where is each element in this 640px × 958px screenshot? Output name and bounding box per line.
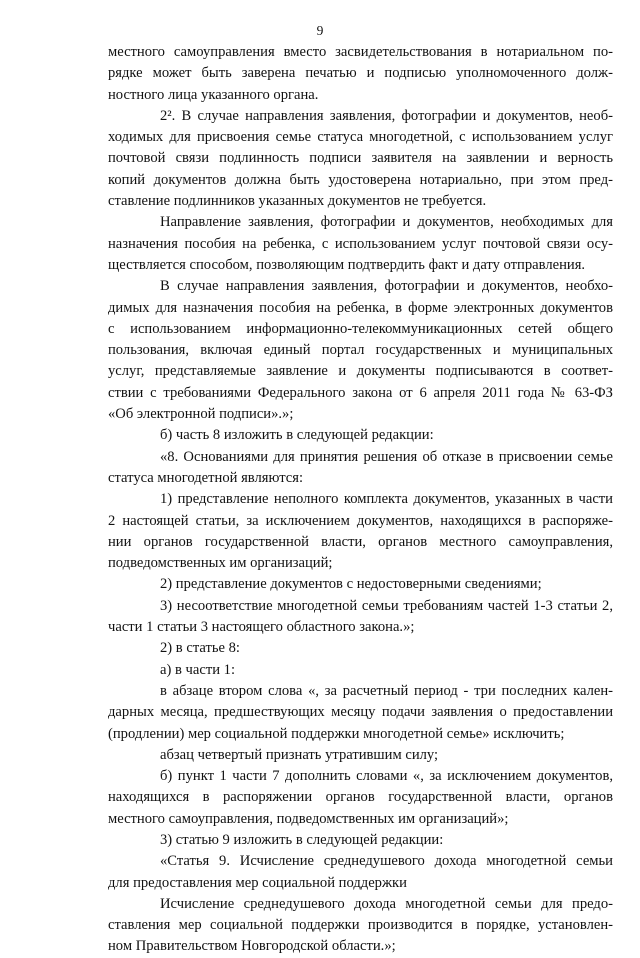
text-line: дарных месяца, предшествующих месяцу подачи заявления о предоставлении: [108, 704, 613, 721]
text-line: «Об электронной подписи».»;: [108, 406, 294, 423]
text-line: б) пункт 1 части 7 дополнить словами «, за исключением документов,: [160, 768, 613, 785]
text-line: местного самоуправления вместо засвидетельствования в нотариальном по-: [108, 44, 613, 60]
text-line: а) в части 1:: [160, 661, 236, 678]
text-line: почтовой связи подлинность подписи заявителя на заявлении и верность: [108, 150, 613, 167]
text-line: димых для назначения пособия на ребенка, в форме электронных документов: [108, 299, 613, 316]
text-line: ставление подлинников указанных документов не требуется.: [108, 193, 487, 210]
text-line: копий документов должна быть удостоверена нотариально, при этом пред-: [108, 171, 613, 188]
text-line: 3) несоответствие многодетной семьи требованиям частей 1-3 статьи 2,: [160, 597, 613, 614]
text-line: Направление заявления, фотографии и документов, необходимых для: [160, 214, 613, 231]
text-line: 3) статью 9 изложить в следующей редакции:: [160, 831, 444, 848]
text-line: 2) представление документов с недостоверными сведениями;: [160, 576, 542, 593]
text-line: рядке может быть заверена печатью и подписью уполномоченного долж-: [108, 65, 613, 82]
text-line: статуса многодетной являются:: [108, 469, 303, 486]
text-line: б) часть 8 изложить в следующей редакции:: [160, 427, 434, 444]
text-line: назначения пособия на ребенка, с использованием услуг почтовой связи осу-: [108, 235, 613, 252]
text-line: «8. Основаниями для принятия решения об отказе в присвоении семье: [160, 448, 613, 465]
text-line: находящихся в распоряжении органов государственной власти, органов: [108, 789, 613, 806]
text-line: абзац четвертый признать утратившим силу;: [160, 746, 439, 763]
text-line: ностного лица указанного органа.: [108, 86, 319, 103]
text-line: для предоставления мер социальной поддержки: [108, 874, 407, 891]
text-line: в абзаце втором слова «, за расчетный период - три последних кален-: [160, 682, 613, 699]
text-line: части 1 статьи 3 настоящего областного закона.»;: [108, 619, 415, 636]
text-line: (продлении) мер социальной поддержки многодетной семье» исключить;: [108, 725, 565, 742]
text-line: ставления мер социальной поддержки производится в порядке, установлен-: [108, 917, 613, 934]
text-line: услуг, представляемые заявление и документы подписываются в соответ-: [108, 363, 613, 380]
text-line: 1) представление неполного комплекта документов, указанных в части: [160, 491, 613, 508]
text-line: ходимых для присвоения семье статуса многодетной, с использованием услуг: [108, 129, 613, 146]
page-number: 9: [316, 23, 324, 38]
text-line: местного самоуправления, подведомственных им организаций»;: [108, 810, 509, 827]
text-line: подведомственных им организаций;: [108, 555, 333, 572]
text-line: 2) в статье 8:: [160, 640, 240, 657]
text-line: 2². В случае направления заявления, фотографии и документов, необ-: [160, 107, 613, 124]
text-line: Исчисление среднедушевого дохода многодетной семьи для предо-: [160, 895, 613, 912]
text-line: с использованием информационно-телекоммуникационных сетей общего: [108, 320, 613, 337]
text-line: «Статья 9. Исчисление среднедушевого дохода многодетной семьи: [160, 853, 613, 870]
text-line: ствии с требованиями Федерального закона от 6 апреля 2011 года № 63-ФЗ: [108, 384, 613, 401]
text-line: В случае направления заявления, фотографии и документов, необхо-: [160, 278, 613, 295]
text-line: нии органов государственной власти, органов местного самоуправления,: [108, 533, 613, 550]
text-line: ном Правительством Новгородской области.»;: [108, 938, 396, 955]
text-line: 2 настоящей статьи, за исключением документов, находящихся в распоряже-: [108, 512, 613, 529]
text-line: ществляется способом, позволяющим подтвердить факт и дату отправления.: [108, 256, 586, 273]
text-line: пользования, включая единый портал государственных и муниципальных: [108, 342, 613, 359]
document-body: [108, 42, 613, 958]
